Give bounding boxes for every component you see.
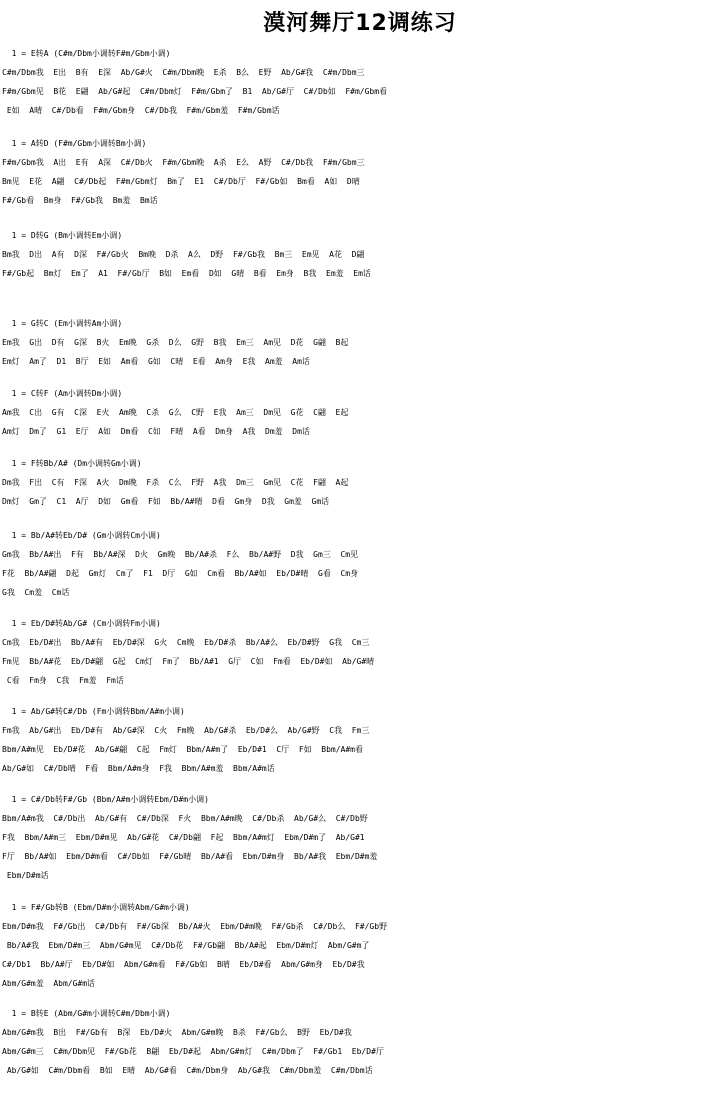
chord-line: Ebm/D#m话 xyxy=(2,871,49,880)
chord-line: Ab/G#如 C#m/Dbm看 B如 E晴 Ab/G#看 C#m/Dbm身 Ab/G#我 C#m/Dbm羞 C#m/Dbm话 xyxy=(2,1066,373,1075)
chord-line: F#/Gb看 Bm身 F#/Gb我 Bm羞 Bm话 xyxy=(2,196,158,205)
chord-line: Dm我 F出 C有 F深 A火 Dm晚 F杀 C么 F野 A我 Dm三 Gm见 C花 F翩 A起 xyxy=(2,478,349,487)
chord-line: F#/Gb起 Bm灯 Em了 A1 F#/Gb厅 B如 Em看 D如 G晴 B看 Em身 B我 Em羞 Em话 xyxy=(2,269,371,278)
chord-line: Abm/G#m羞 Abm/G#m话 xyxy=(2,979,96,988)
key-section xyxy=(0,454,720,511)
chord-line: F花 Bb/A#翩 D起 Gm灯 Cm了 F1 D厅 G如 Cm看 Bb/A#如 Eb/D#晴 G看 Cm身 xyxy=(2,569,359,578)
key-section xyxy=(0,702,720,778)
section-header: 1 = B转E (Abm/G#m小调转C#m/Dbm小调) xyxy=(2,1009,171,1018)
chord-line: C#/Db1 Bb/A#厅 Eb/D#如 Abm/G#m看 F#/Gb如 B晴 Eb/D#看 Abm/G#m身 Eb/D#我 xyxy=(2,960,365,969)
section-header: 1 = C转F (Am小调转Dm小调) xyxy=(2,389,123,398)
chord-line: Cm我 Eb/D#出 Bb/A#有 Eb/D#深 G火 Cm晚 Eb/D#杀 Bb/A#么 Eb/D#野 G我 Cm三 xyxy=(2,638,370,647)
chord-line: Bbm/A#m我 C#/Db出 Ab/G#有 C#/Db深 F火 Bbm/A#m晚 C#/Db杀 Ab/G#么 C#/Db野 xyxy=(2,814,368,823)
section-header: 1 = G转C (Em小调转Am小调) xyxy=(2,319,123,328)
section-header: 1 = Ab/G#转C#/Db (Fm小调转Bbm/A#m小调) xyxy=(2,707,185,716)
section-header: 1 = F#/Gb转B (Ebm/D#m小调转Abm/G#m小调) xyxy=(2,903,190,912)
chord-line: F厅 Bb/A#如 Ebm/D#m看 C#/Db如 F#/Gb晴 Bb/A#看 Ebm/D#m身 Bb/A#我 Ebm/D#m羞 xyxy=(2,852,378,861)
key-section xyxy=(0,314,720,371)
chord-line: Bm我 D出 A有 D深 F#/Gb火 Bm晚 D杀 A么 D野 F#/Gb我 Bm三 Em见 A花 D翩 xyxy=(2,250,365,259)
chord-line: Em灯 Am了 D1 B厅 E如 Am看 G如 C晴 E看 Am身 E我 Am羞 Am话 xyxy=(2,357,310,366)
key-section xyxy=(0,1004,720,1080)
chord-line: Abm/G#m我 B出 F#/Gb有 B深 Eb/D#火 Abm/G#m晚 B杀 F#/Gb么 B野 Eb/D#我 xyxy=(2,1028,352,1037)
chord-line: G我 Cm羞 Cm话 xyxy=(2,588,70,597)
chord-line: Bb/A#我 Ebm/D#m三 Abm/G#m见 C#/Db花 F#/Gb翩 Bb/A#起 Ebm/D#m灯 Abm/G#m了 xyxy=(2,941,370,950)
chord-line: Dm灯 Gm了 C1 A厅 D如 Gm看 F如 Bb/A#晴 D看 Gm身 D我 Gm羞 Gm话 xyxy=(2,497,330,506)
section-header: 1 = A转D (F#m/Gbm小调转Bm小调) xyxy=(2,139,147,148)
section-header: 1 = Bb/A#转Eb/D# (Gm小调转Cm小调) xyxy=(2,531,161,540)
chord-line: Gm我 Bb/A#出 F有 Bb/A#深 D火 Gm晚 Bb/A#杀 F么 Bb/A#野 D我 Gm三 Cm见 xyxy=(2,550,359,559)
chord-line: Am我 C出 G有 C深 E火 Am晚 C杀 G么 C野 E我 Am三 Dm见 G花 C翩 E起 xyxy=(2,408,349,417)
chord-line: Em我 G出 D有 G深 B火 Em晚 G杀 D么 G野 B我 Em三 Am见 D花 G翩 B起 xyxy=(2,338,349,347)
chord-line: Bbm/A#m见 Eb/D#花 Ab/G#翩 C起 Fm灯 Bbm/A#m了 Eb/D#1 C厅 F如 Bbm/A#m看 xyxy=(2,745,363,754)
chord-line: Bm见 E花 A翩 C#/Db起 F#m/Gbm灯 Bm了 E1 C#/Db厅 F#/Gb如 Bm看 A如 D晴 xyxy=(2,177,360,186)
key-section xyxy=(0,134,720,210)
chord-line: C#m/Dbm我 E出 B有 E深 Ab/G#火 C#m/Dbm晚 E杀 B么 E野 Ab/G#我 C#m/Dbm三 xyxy=(2,68,365,77)
key-section xyxy=(0,44,720,120)
chord-line: Fm见 Bb/A#花 Eb/D#翩 G起 Cm灯 Fm了 Bb/A#1 G厅 C如 Fm看 Eb/D#如 Ab/G#晴 xyxy=(2,657,375,666)
chord-line: Am灯 Dm了 G1 E厅 A如 Dm看 C如 F晴 A看 Dm身 A我 Dm羞 Dm话 xyxy=(2,427,310,436)
chord-line: Ab/G#如 C#/Db晴 F看 Bbm/A#m身 F我 Bbm/A#m羞 Bbm/A#m话 xyxy=(2,764,275,773)
chord-line: Ebm/D#m我 F#/Gb出 C#/Db有 F#/Gb深 Bb/A#火 Ebm/D#m晚 F#/Gb杀 C#/Db么 F#/Gb野 xyxy=(2,922,388,931)
chord-line: Abm/G#m三 C#m/Dbm见 F#/Gb花 B翩 Eb/D#起 Abm/G#m灯 C#m/Dbm了 F#/Gb1 Eb/D#厅 xyxy=(2,1047,384,1056)
chord-line: C看 Fm身 C我 Fm羞 Fm话 xyxy=(2,676,124,685)
section-header: 1 = Eb/D#转Ab/G# (Cm小调转Fm小调) xyxy=(2,619,161,628)
page-title: 漠河舞厅12调练习 xyxy=(263,11,457,36)
key-section xyxy=(0,898,720,993)
chord-line: F#m/Gbm我 A出 E有 A深 C#/Db火 F#m/Gbm晚 A杀 E么 A野 C#/Db我 F#m/Gbm三 xyxy=(2,158,365,167)
section-header: 1 = D转G (Bm小调转Em小调) xyxy=(2,231,123,240)
key-section xyxy=(0,384,720,441)
section-header: 1 = E转A (C#m/Dbm小调转F#m/Gbm小调) xyxy=(2,49,171,58)
key-section xyxy=(0,526,720,602)
chord-line: Fm我 Ab/G#出 Eb/D#有 Ab/G#深 C火 Fm晚 Ab/G#杀 Eb/D#么 Ab/G#野 C我 Fm三 xyxy=(2,726,370,735)
section-header: 1 = F转Bb/A# (Dm小调转Gm小调) xyxy=(2,459,142,468)
chord-line: F#m/Gbm见 B花 E翩 Ab/G#起 C#m/Dbm灯 F#m/Gbm了 B1 Ab/G#厅 C#/Db如 F#m/Gbm看 xyxy=(2,87,388,96)
chord-line: E如 A晴 C#/Db看 F#m/Gbm身 C#/Db我 F#m/Gbm羞 F#m/Gbm话 xyxy=(2,106,280,115)
key-section xyxy=(0,790,720,885)
chord-line: F我 Bbm/A#m三 Ebm/D#m见 Ab/G#花 C#/Db翩 F起 Bbm/A#m灯 Ebm/D#m了 Ab/G#1 xyxy=(2,833,365,842)
key-section xyxy=(0,226,720,283)
section-header: 1 = C#/Db转F#/Gb (Bbm/A#m小调转Ebm/D#m小调) xyxy=(2,795,209,804)
key-section xyxy=(0,614,720,690)
